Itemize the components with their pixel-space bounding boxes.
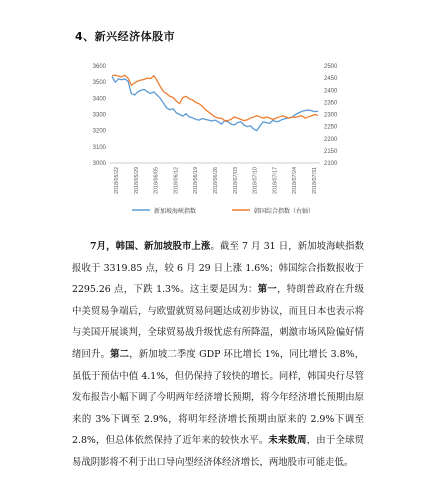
- x-tick-label: 2018/06/26: [213, 167, 219, 194]
- paragraph-title: 7月，韩国、新加坡股市上涨: [90, 241, 211, 252]
- paragraph-text-2: ，特朗普政府在升级中美贸易争端后，与欧盟就贸易问题达成初步协议，而且日本也表示将与美国开展谈判，全球贸易战升级忧虑有所降温，刺激市场风险偏好情绪回升。: [72, 284, 364, 360]
- outlook-label: 未来数周: [268, 435, 307, 447]
- right-tick-label: 2100: [324, 161, 338, 167]
- paragraph-text-3: ，新加坡二季度 GDP 环比增长 1%，同比增长 3.8%，虽低于预估中值 4.1%，但仍保持了较快的增长。同样，韩国央行尽管发布报告小幅下调了今明两年经济增长预期，将今年经济增长预期由原来的 3%下调至 2.9%，将明年经济增长预期由原来的 2.9%下调至 2.8%，但总体依然保持了近年来的较快水平。: [72, 348, 364, 447]
- left-tick-label: 3000: [92, 161, 106, 167]
- left-tick-label: 3100: [92, 144, 106, 151]
- right-tick-label: 2250: [324, 124, 338, 131]
- point-first-label: 第一: [257, 284, 278, 296]
- left-tick-label: 3600: [92, 64, 106, 70]
- right-tick-label: 2350: [324, 100, 338, 107]
- right-tick-label: 2450: [324, 76, 338, 83]
- x-tick-label: 2018/07/24: [292, 167, 299, 194]
- paragraph-text-1: 。截至 7 月 31 日，新加坡海峡指数报收于 3319.85 点，较 6 月 29 日上涨 1.6%；韩国综合指数报收于 2295.26 点，下跌 1.3%。这主要是因为：: [72, 241, 364, 296]
- x-tick-label: 2018/06/05: [153, 167, 160, 194]
- paragraph-text-4: ，由于全球贸易战阴影将不利于出口导向型经济体经济增长，两地股市可能走低。: [72, 435, 364, 468]
- right-tick-label: 2200: [324, 136, 338, 143]
- x-tick-label: 2018/07/31: [312, 167, 318, 194]
- right-tick-label: 2150: [324, 148, 338, 155]
- x-tick-label: 2018/07/03: [232, 167, 239, 194]
- x-tick-label: 2018/06/12: [173, 167, 180, 194]
- stock-index-line-chart: [72, 58, 358, 223]
- x-tick-label: 2018/07/10: [252, 167, 259, 194]
- chart-background: [72, 58, 358, 223]
- x-tick-label: 2018/06/19: [193, 167, 200, 194]
- legend-label-kr: 韩国综合指数（右轴）: [254, 209, 315, 215]
- right-axis-ticks: [324, 64, 338, 167]
- left-tick-label: 3300: [92, 112, 106, 119]
- point-second-label: 第二: [110, 348, 130, 360]
- legend-label-sg: 新加坡海峡指数: [154, 209, 197, 215]
- x-tick-label: 2018/05/22: [114, 167, 120, 194]
- left-tick-label: 3400: [92, 96, 106, 103]
- right-tick-label: 2500: [324, 64, 338, 70]
- analysis-paragraph: [72, 236, 364, 474]
- right-tick-label: 2300: [324, 112, 338, 119]
- left-tick-label: 3500: [92, 80, 106, 87]
- left-tick-label: 3200: [92, 128, 106, 135]
- right-tick-label: 2400: [324, 88, 338, 95]
- x-tick-label: 2018/05/29: [133, 167, 140, 194]
- section-heading: 4、新兴经济体股市: [75, 30, 176, 43]
- x-tick-label: 2018/07/17: [272, 167, 279, 194]
